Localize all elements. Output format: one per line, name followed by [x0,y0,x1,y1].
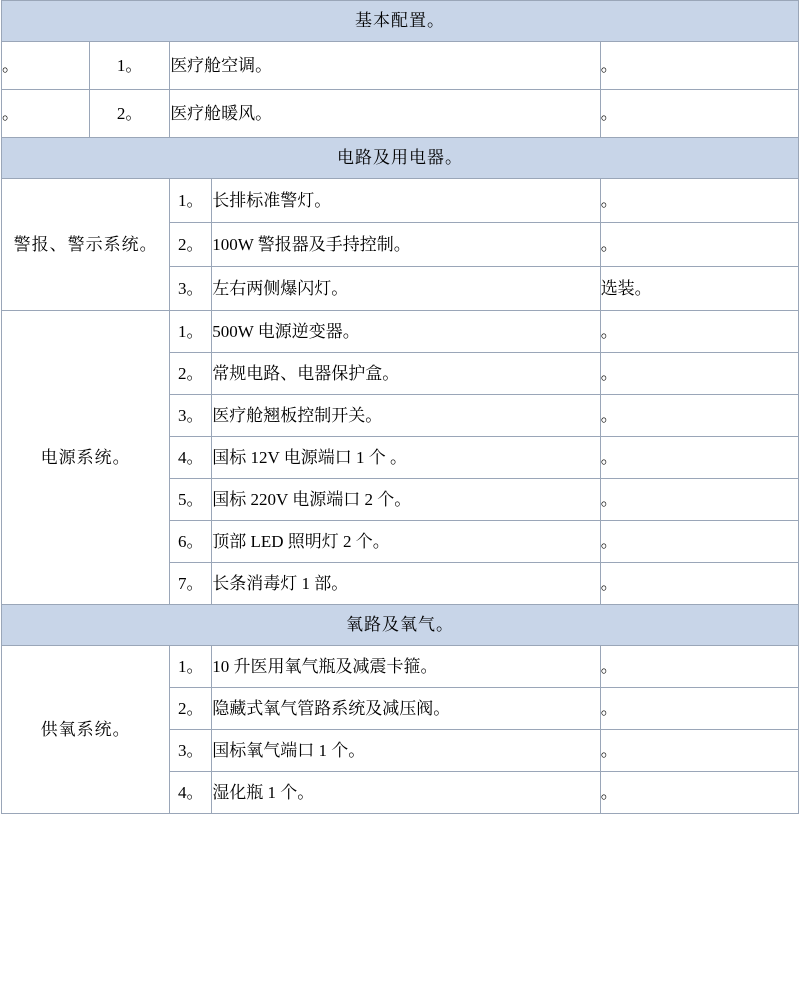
item-note: 。 [600,223,798,267]
item-note: 。 [600,772,798,814]
section-header-row [2,138,799,179]
item-note: 。 [600,479,798,521]
item-note: 。 [600,730,798,772]
item-number: 3。 [170,730,212,772]
item-note: 选装。 [600,267,798,311]
item-number: 5。 [170,479,212,521]
item-name: 医疗舱空调。 [170,42,601,90]
item-number: 3。 [170,395,212,437]
item-note: 。 [600,179,798,223]
group-cell: 。 [2,42,90,90]
item-note: 。 [600,42,798,90]
item-note: 。 [600,563,798,605]
item-name: 顶部 LED 照明灯 2 个。 [212,521,600,563]
item-name: 10 升医用氧气瓶及减震卡箍。 [212,646,600,688]
item-name: 左右两侧爆闪灯。 [212,267,600,311]
item-number: 6。 [170,521,212,563]
item-note: 。 [600,646,798,688]
item-number: 1。 [170,311,212,353]
item-number: 4。 [170,772,212,814]
item-number: 7。 [170,563,212,605]
item-note: 。 [600,353,798,395]
item-number: 2。 [170,223,212,267]
item-name: 医疗舱暖风。 [170,90,601,138]
item-number: 1。 [90,42,170,90]
section-title-electrical: 电路及用电器。 [2,138,799,179]
item-number: 1。 [170,179,212,223]
item-note: 。 [600,90,798,138]
item-note: 。 [600,521,798,563]
item-number: 4。 [170,437,212,479]
item-name: 100W 警报器及手持控制。 [212,223,600,267]
item-note: 。 [600,688,798,730]
item-name: 国标 220V 电源端口 2 个。 [212,479,600,521]
item-name: 湿化瓶 1 个。 [212,772,600,814]
group-power-system: 电源系统。 [2,311,170,605]
table-row [2,179,799,223]
group-cell: 。 [2,90,90,138]
item-note: 。 [600,395,798,437]
section-header-row [2,1,799,42]
item-number: 2。 [170,353,212,395]
table-row [2,311,799,353]
section-title-basic: 基本配置。 [2,1,799,42]
item-number: 3。 [170,267,212,311]
item-note: 。 [600,311,798,353]
table-row [2,42,799,90]
section-title-oxygen: 氧路及氧气。 [2,605,799,646]
item-note: 。 [600,437,798,479]
item-name: 常规电路、电器保护盒。 [212,353,600,395]
table-row [2,646,799,688]
group-alarm-system: 警报、警示系统。 [2,179,170,311]
item-name: 医疗舱翘板控制开关。 [212,395,600,437]
item-number: 2。 [90,90,170,138]
item-name: 国标 12V 电源端口 1 个 。 [212,437,600,479]
item-number: 2。 [170,688,212,730]
item-name: 国标氧气端口 1 个。 [212,730,600,772]
item-name: 长排标准警灯。 [212,179,600,223]
item-name: 长条消毒灯 1 部。 [212,563,600,605]
item-number: 1。 [170,646,212,688]
group-oxygen-system: 供氧系统。 [2,646,170,814]
item-name: 隐藏式氧气管路系统及减压阀。 [212,688,600,730]
configuration-table [1,0,799,814]
item-name: 500W 电源逆变器。 [212,311,600,353]
section-header-row [2,605,799,646]
table-row [2,90,799,138]
